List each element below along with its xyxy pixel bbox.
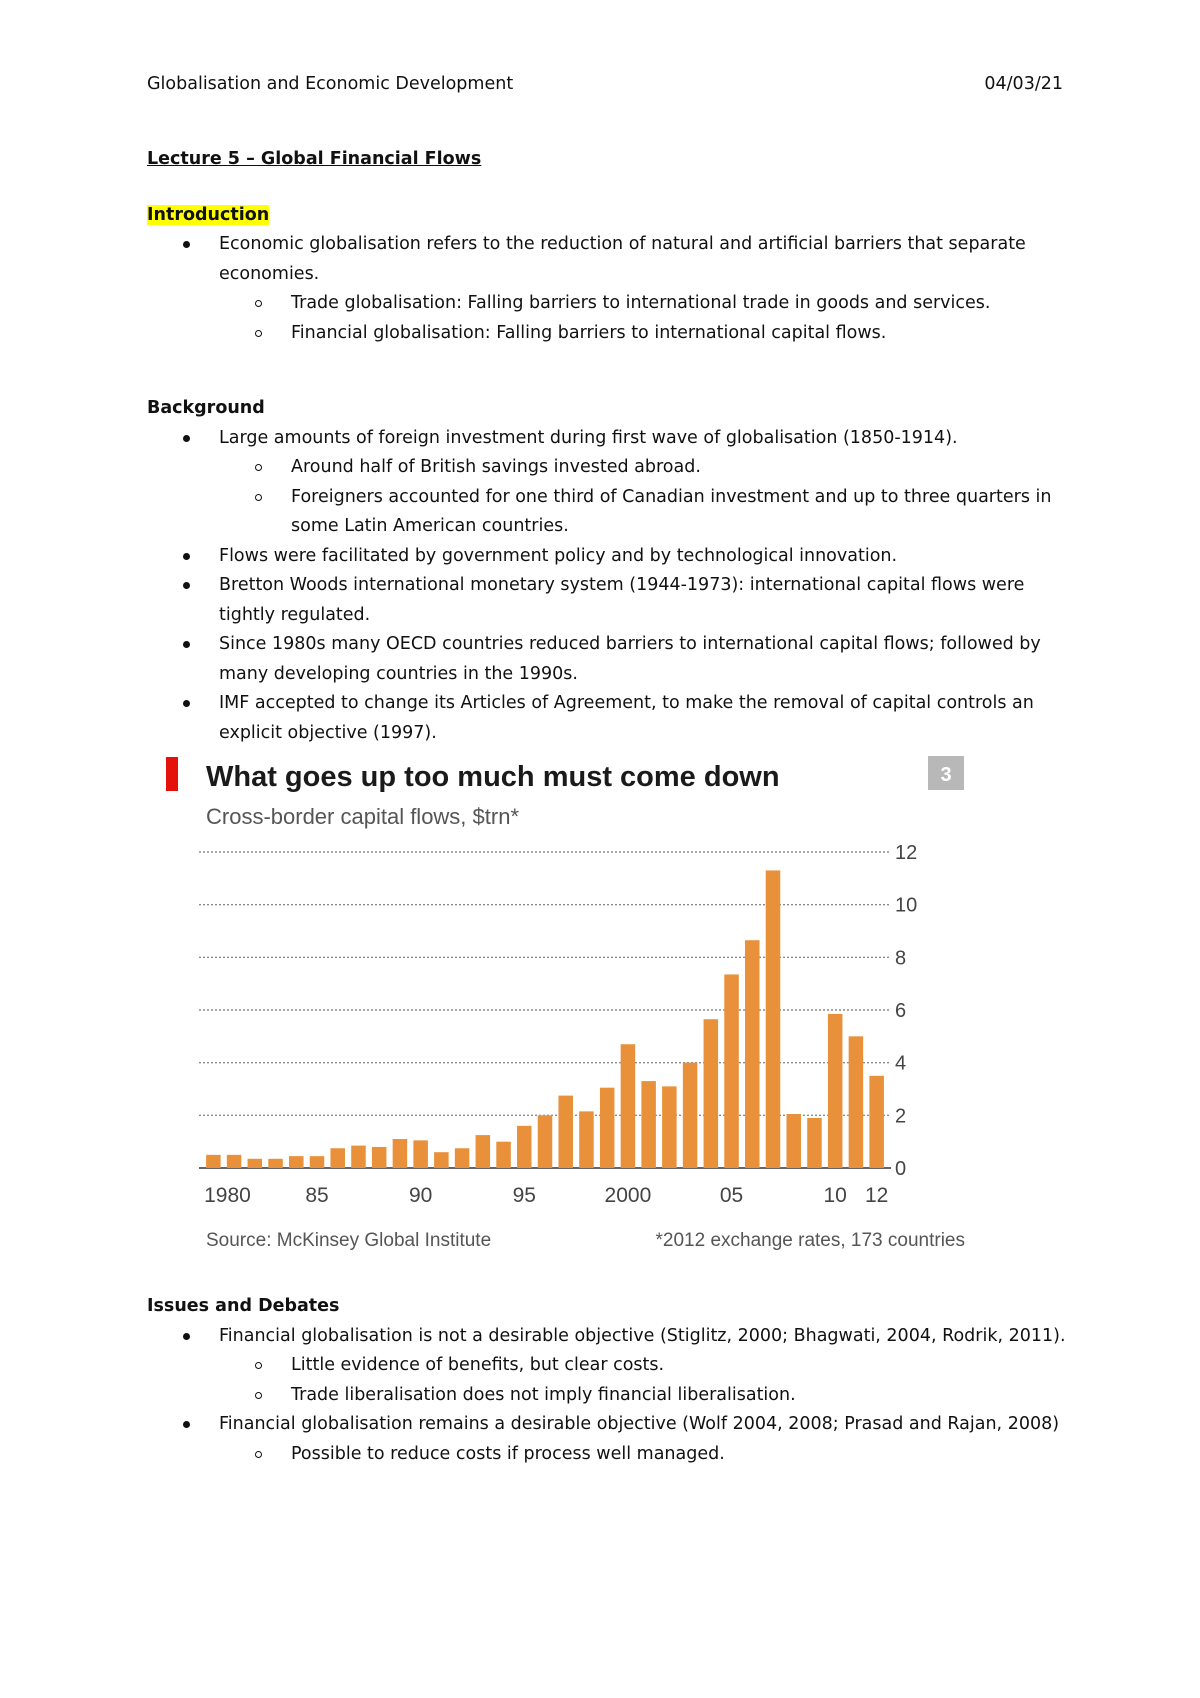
chart-footnote: *2012 exchange rates, 173 countries [655, 1230, 965, 1251]
bar-2004 [704, 1019, 719, 1168]
bar-1998 [579, 1111, 594, 1168]
chart-x-axis [204, 1184, 888, 1207]
bar-1997 [558, 1096, 573, 1168]
chart-y-axis [895, 842, 917, 1180]
y-tick-label: 4 [895, 1052, 907, 1075]
chart-accent-bar [166, 757, 178, 791]
sub-list-item: Around half of British savings invested abroad. [291, 453, 1067, 483]
chart-svg [147, 750, 1067, 1280]
bar-1989 [393, 1139, 408, 1168]
bar-1991 [434, 1152, 449, 1168]
y-tick-label: 0 [895, 1158, 907, 1180]
header-date: 04/03/21 [984, 74, 1063, 94]
x-tick-label: 95 [512, 1184, 536, 1207]
list-item [219, 1410, 1067, 1469]
chart-number-badge-label: 3 [940, 764, 952, 786]
bullet-text: Financial globalisation is not a desirable objective (Stiglitz, 2000; Bhagwati, 2004, Rodrik, 2011). [219, 1325, 1066, 1346]
chart-bars [206, 870, 884, 1168]
header-course-title: Globalisation and Economic Development [147, 74, 514, 94]
bar-2005 [724, 974, 739, 1168]
section-spacer [147, 348, 1067, 394]
bar-1996 [538, 1115, 553, 1168]
page-header [147, 74, 1063, 100]
bar-1999 [600, 1088, 615, 1168]
bar-1990 [413, 1140, 428, 1168]
bullet-text: Large amounts of foreign investment during first wave of globalisation (1850-1914). [219, 427, 958, 448]
chart-subtitle: Cross-border capital flows, $trn* [206, 804, 520, 829]
bar-1988 [372, 1147, 387, 1168]
bullet-text: Economic globalisation refers to the reduction of natural and artificial barriers that separate economies. [219, 234, 1026, 284]
chart-title: What goes up too much must come down [206, 761, 780, 793]
bar-2009 [807, 1118, 822, 1168]
sub-list [219, 1351, 1067, 1410]
y-tick-label: 12 [895, 842, 918, 864]
bar-1984 [289, 1156, 304, 1168]
y-tick-label: 10 [895, 894, 918, 917]
bar-2002 [662, 1086, 677, 1168]
bar-1992 [455, 1148, 470, 1168]
bar-1995 [517, 1126, 532, 1168]
bar-2003 [683, 1063, 698, 1168]
chart-source: Source: McKinsey Global Institute [206, 1230, 492, 1251]
y-tick-label: 6 [895, 1000, 907, 1022]
y-tick-label: 2 [895, 1105, 907, 1128]
x-tick-label: 1980 [204, 1184, 251, 1207]
bar-2001 [641, 1081, 656, 1168]
bar-1994 [496, 1142, 511, 1168]
bar-1980 [206, 1155, 221, 1168]
bar-1981 [227, 1155, 242, 1168]
y-tick-label: 8 [895, 947, 907, 970]
bar-2011 [849, 1036, 864, 1168]
x-tick-label: 12 [864, 1184, 889, 1207]
sub-list-item: Foreigners accounted for one third of Canadian investment and up to three quarters in some Latin American countries. [291, 483, 1067, 542]
lecture-title: Lecture 5 – Global Financial Flows [147, 149, 482, 169]
bar-2010 [828, 1014, 843, 1168]
sub-list-item: Little evidence of benefits, but clear costs. [291, 1351, 1067, 1381]
x-tick-label: 85 [305, 1184, 329, 1207]
sub-list [219, 1440, 1067, 1470]
list-item [219, 424, 1067, 542]
x-tick-label: 05 [719, 1184, 744, 1207]
sub-list-item: Possible to reduce costs if process well managed. [291, 1440, 1067, 1470]
sub-list [219, 453, 1067, 542]
list-item [219, 230, 1067, 348]
bar-1986 [330, 1148, 345, 1168]
introduction-list [147, 230, 1067, 348]
bar-1982 [248, 1159, 263, 1168]
x-tick-label: 2000 [604, 1184, 652, 1207]
list-item: Bretton Woods international monetary system (1944-1973): international capital flows were tightly regulated. [219, 571, 1067, 630]
sub-list-item: Trade globalisation: Falling barriers to international trade in goods and services. [291, 289, 1067, 319]
sub-list [219, 289, 1067, 348]
bar-2006 [745, 940, 760, 1168]
bar-1983 [268, 1159, 283, 1168]
capital-flows-chart [147, 750, 1067, 1280]
bar-1987 [351, 1146, 366, 1168]
x-tick-label: 90 [408, 1184, 433, 1207]
bullet-text: Financial globalisation remains a desirable objective (Wolf 2004, 2008; Prasad and Rajan, 2008) [219, 1414, 1060, 1434]
sub-list-item: Trade liberalisation does not imply financial liberalisation. [291, 1381, 1067, 1411]
list-item: IMF accepted to change its Articles of Agreement, to make the removal of capital controls an explicit objective (1997). [219, 689, 1067, 748]
introduction-heading-highlight: Introduction [147, 204, 270, 225]
bar-2007 [766, 870, 781, 1168]
bar-2000 [621, 1044, 636, 1168]
document-body [147, 145, 1067, 1469]
section-heading-introduction [147, 201, 1067, 231]
list-item: Since 1980s many OECD countries reduced barriers to international capital flows; followed by many developing countries in the 1990s. [219, 630, 1067, 689]
section-heading-issues: Issues and Debates [147, 1296, 340, 1316]
background-list [147, 424, 1067, 749]
bar-2008 [786, 1114, 801, 1168]
section-heading-background: Background [147, 398, 265, 418]
bar-2012 [869, 1076, 884, 1168]
x-tick-label: 10 [823, 1184, 847, 1207]
issues-list [147, 1322, 1067, 1470]
list-item [219, 1322, 1067, 1411]
sub-list-item: Financial globalisation: Falling barriers to international capital flows. [291, 319, 1067, 349]
list-item: Flows were facilitated by government policy and by technological innovation. [219, 542, 1067, 572]
bar-1993 [476, 1135, 491, 1168]
bar-1985 [310, 1156, 325, 1168]
